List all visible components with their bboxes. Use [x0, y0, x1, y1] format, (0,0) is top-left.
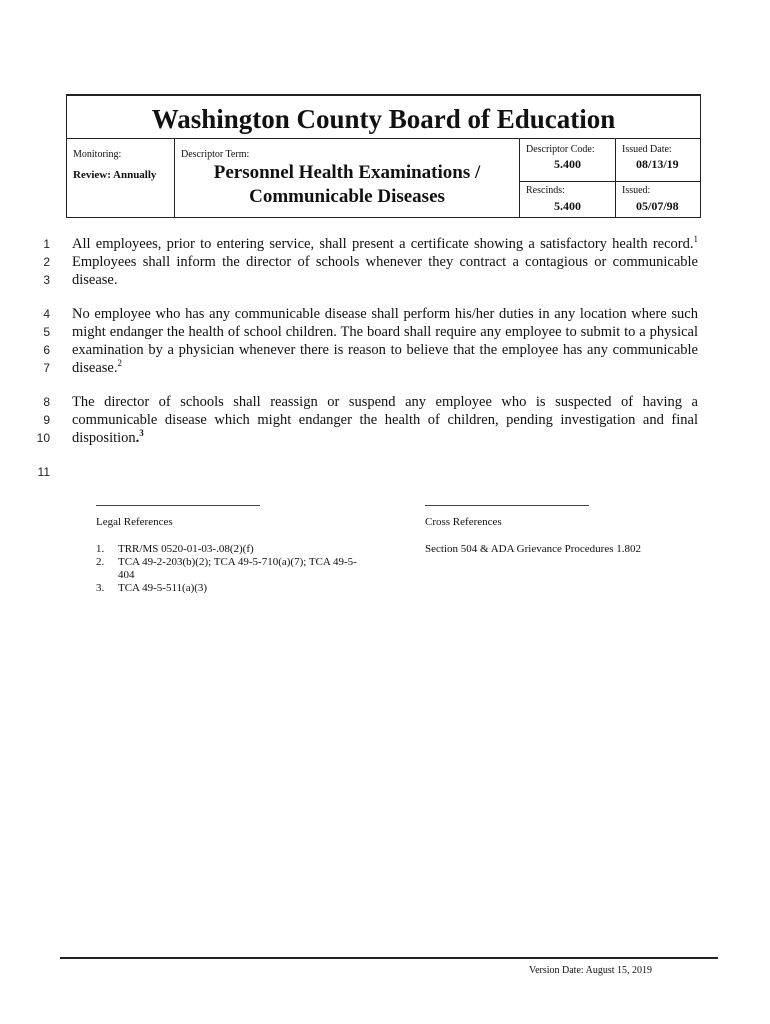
descriptor-code-value: 5.400 [554, 157, 581, 171]
paragraph-2-text: No employee who has any communicable disease shall perform his/her duties in any location where such might endanger the health of school children. The board shall require any employee to submit to a physical examination by a physician whenever there is reason to believe that the employee has any communicable disease. [72, 306, 698, 376]
issued-value: 05/07/98 [636, 199, 679, 213]
footnote-ref-3: 3 [139, 428, 144, 439]
legal-references-rule [96, 505, 260, 506]
header-info-row [67, 138, 700, 217]
footnote-ref-1: 1 [693, 234, 698, 245]
descriptor-term-line1: Personnel Health Examinations / [213, 162, 481, 183]
legal-references-heading: Legal References [96, 516, 173, 528]
line-number: 6 [43, 343, 50, 357]
rescinds-label: Rescinds: [526, 185, 565, 196]
list-item [96, 582, 364, 595]
line-number: 7 [43, 361, 50, 375]
list-item-text: TCA 49-5-511(a)(3) [118, 582, 208, 594]
policy-header [66, 94, 701, 218]
descriptor-code-cell [520, 139, 616, 217]
footnote-ref-2: 2 [117, 358, 122, 369]
version-date: Version Date: August 15, 2019 [528, 965, 652, 976]
line-number: 10 [36, 431, 50, 445]
list-item [96, 543, 364, 556]
descriptor-term-cell [175, 139, 520, 217]
rescinds-value: 5.400 [554, 199, 581, 213]
footer-rule [60, 957, 718, 959]
list-item-number: 3. [96, 582, 105, 594]
list-item-number: 1. [96, 543, 105, 555]
list-item-number: 2. [96, 556, 105, 568]
line-number: 11 [37, 465, 50, 479]
list-item-text: TRR/MS 0520-01-03-.08(2)(f) [118, 543, 254, 555]
descriptor-code-label: Descriptor Code: [526, 144, 595, 155]
list-item-text: TCA 49-2-203(b)(2); TCA 49-5-710(a)(7); TCA 49-5-404 [118, 556, 357, 581]
cross-references-heading: Cross References [425, 516, 502, 528]
paragraph-1-text-a: All employees, prior to entering service, shall present a certificate showing a satisfactory health record. [72, 236, 694, 252]
issued-date-label: Issued Date: [622, 144, 672, 155]
board-title: Washington County Board of Education [151, 104, 616, 134]
legal-references-list [96, 543, 364, 595]
paragraph-3-period: . [135, 430, 140, 446]
line-number: 3 [43, 273, 50, 287]
issued-date-cell [616, 139, 700, 217]
line-number: 1 [43, 237, 50, 251]
list-item [96, 556, 364, 582]
monitoring-cell [67, 139, 175, 217]
line-number: 2 [43, 255, 50, 269]
divider [520, 181, 615, 182]
line-number: 4 [43, 307, 50, 321]
issued-label: Issued: [622, 185, 651, 196]
issued-date-value: 08/13/19 [636, 157, 679, 171]
paragraph-2 [72, 305, 698, 377]
descriptor-term [175, 161, 519, 209]
line-number: 9 [43, 413, 50, 427]
monitoring-value: Review: Annually [73, 169, 157, 181]
line-number: 5 [43, 325, 50, 339]
paragraph-3-text: The director of schools shall reassign or suspend any employee who is suspected of having a communicable disease which might endanger the health of children, pending investigation and final disposition [72, 394, 698, 446]
paragraph-1 [72, 235, 698, 289]
cross-references-rule [425, 505, 589, 506]
cross-reference-item: Section 504 & ADA Grievance Procedures 1.802 [425, 543, 641, 555]
paragraph-3 [72, 393, 698, 447]
descriptor-term-line2: Communicable Diseases [249, 186, 445, 207]
monitoring-label: Monitoring: [73, 149, 122, 160]
divider [616, 181, 700, 182]
descriptor-term-label: Descriptor Term: [181, 149, 250, 160]
paragraph-1-text-b: Employees shall inform the director of schools whenever they contract a contagious or communicable disease. [72, 254, 698, 288]
line-number: 8 [43, 395, 50, 409]
